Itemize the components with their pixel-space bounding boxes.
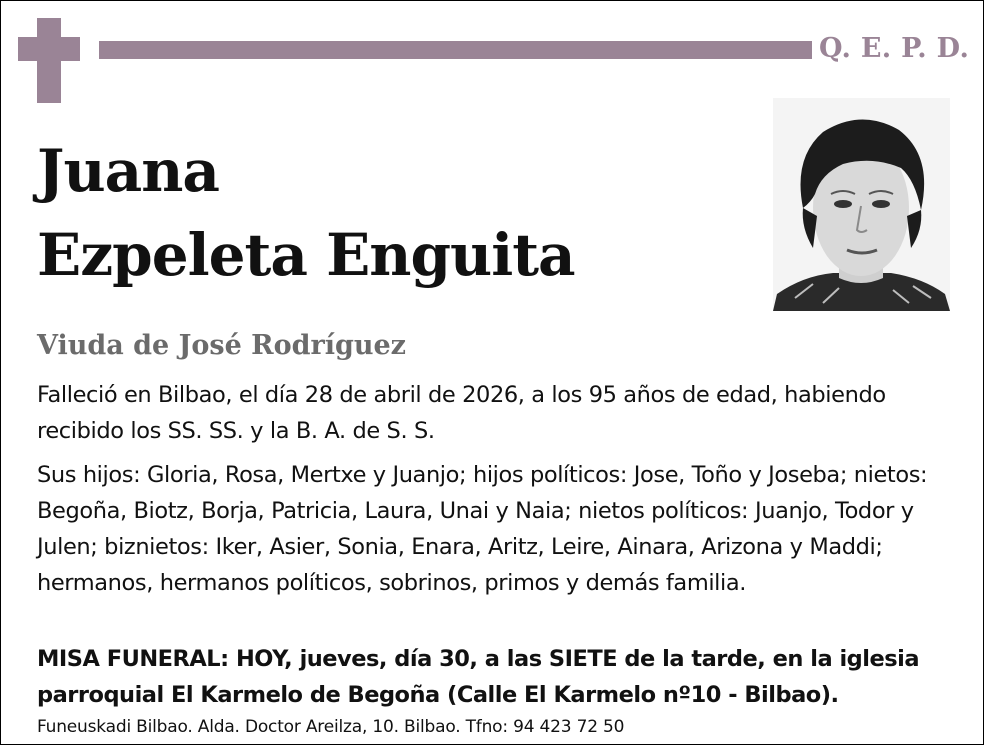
header-rule bbox=[99, 41, 812, 59]
cross-horizontal-bar bbox=[18, 37, 80, 61]
surnames: Ezpeleta Enguita bbox=[37, 221, 575, 289]
portrait-photo bbox=[773, 98, 950, 311]
first-name: Juana bbox=[37, 137, 219, 205]
funeral-home-footer: Funeuskadi Bilbao. Alda. Doctor Areilza, 10. Bilbao. Tfno: 94 423 72 50 bbox=[37, 717, 625, 737]
death-notice-paragraph: Falleció en Bilbao, el día 28 de abril de 2026, a los 95 años de edad, habiendo recibido los SS. SS. y la B. A. de S. S. bbox=[37, 382, 886, 444]
family-paragraph: Sus hijos: Gloria, Rosa, Mertxe y Juanjo; hijos políticos: Jose, Toño y Joseba; nietos: Begoña, Biotz, Borja, Patricia, Laura, Unai y Naia; nietos políticos: Juanjo, Todor y Julen; biznietos: Iker, Asier, Sonia, Enara, Aritz, Leire, Ainara, Arizona y Maddi; hermanos, hermanos políticos, sobrinos, primos y demás familia. bbox=[37, 462, 928, 596]
qepd-label: Q. E. P. D. bbox=[819, 33, 970, 64]
deceased-name bbox=[37, 129, 575, 297]
widow-subtitle: Viuda de José Rodríguez bbox=[37, 330, 406, 361]
funeral-paragraph: MISA FUNERAL: HOY, jueves, día 30, a las SIETE de la tarde, en la iglesia parroquial El Karmelo de Begoña (Calle El Karmelo nº10 - Bilbao). bbox=[37, 646, 920, 708]
